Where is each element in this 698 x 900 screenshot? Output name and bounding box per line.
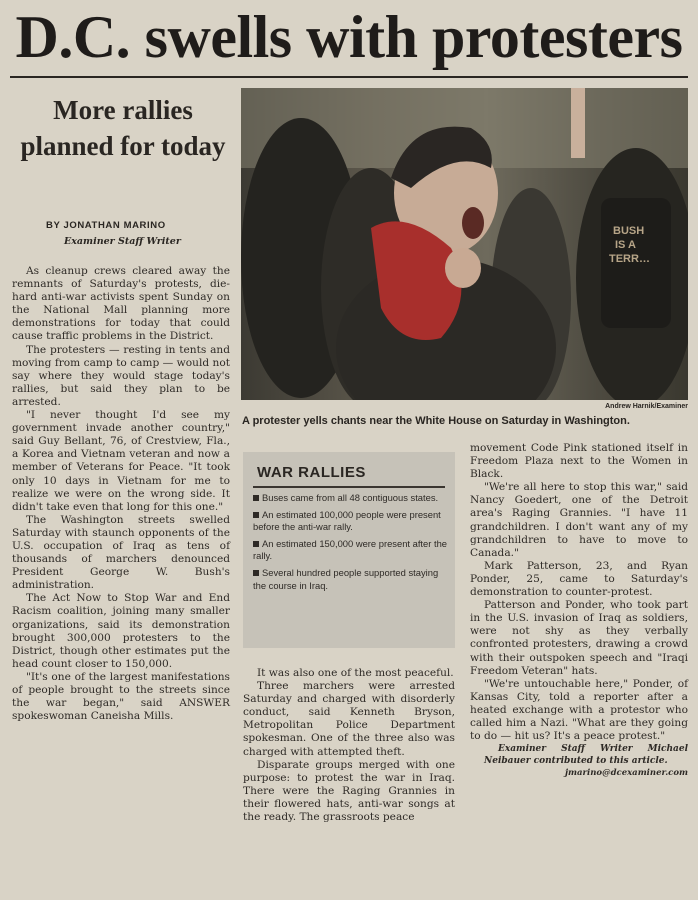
news-photo xyxy=(241,88,688,400)
article-column-3 xyxy=(470,442,688,779)
sidebar-title: WAR RALLIES xyxy=(257,464,366,481)
list-item: An estimated 100,000 people were present before the anti-war rally. xyxy=(253,508,441,533)
photo-credit: Andrew Harnik/Examiner xyxy=(605,403,688,410)
square-bullet-icon xyxy=(253,541,259,547)
paragraph: "It's one of the largest manifestations of people brought to the streets since the war began," said ANSWER spokeswoman Caneisha Mills. xyxy=(12,670,230,723)
paragraph: As cleanup crews cleared away the remnants of Saturday's protests, die-hard anti-war activists spent Sunday on the National Mall planning more demonstrations for today that could cause traffic problems in the District. xyxy=(12,265,230,343)
headline: D.C. swells with protesters xyxy=(15,4,683,70)
article-column-2 xyxy=(243,667,455,824)
paragraph: Three marchers were arrested Saturday and charged with disorderly conduct, said Kenneth Bryson, Metropolitan Police Department spokesman. One of the three also was charged with attempted theft. xyxy=(243,680,455,758)
square-bullet-icon xyxy=(253,512,259,518)
paragraph: The Washington streets swelled Saturday with staunch opponents of the U.S. occupation of Iraq as tens of thousands of marchers denounced President George W. Bush's administration. xyxy=(12,513,230,592)
author-email: jmarino@dcexaminer.com xyxy=(564,768,688,779)
photo-caption: A protester yells chants near the White House on Saturday in Washington. xyxy=(242,415,630,427)
protester-photo-illustration xyxy=(241,88,688,400)
contributor-note: Examiner Staff Writer Michael Neibauer contributed to this article. xyxy=(484,744,688,767)
sidebar-rule xyxy=(253,486,445,488)
square-bullet-icon xyxy=(253,495,259,501)
paragraph: "We're untouchable here," Ponder, of Kansas City, told a reporter after a heated exchange with a protestor who called him a Nazi. "What are they going to do — hit us? It's a peace protest." xyxy=(470,677,688,743)
article-column-1 xyxy=(12,265,230,723)
paragraph: It was also one of the most peaceful. xyxy=(257,667,454,679)
headline-rule xyxy=(10,76,688,78)
list-item: Several hundred people supported staying the course in Iraq. xyxy=(253,566,439,591)
paragraph: movement Code Pink stationed itself in Freedom Plaza next to the Women in Black. xyxy=(470,442,688,481)
paragraph: "I never thought I'd see my government invade another country," said Guy Bellant, 76, of Crestview, Fla., a Korea and Vietnam veteran and now a member of Veterans for Peace. "It took only 10 days in Vietnam for me to realize we were on the wrong side. It didn't take even that long for this one." xyxy=(12,409,230,513)
paragraph: The Act Now to Stop War and End Racism coalition, joining many smaller organizations, said its demonstration brought 300,000 protesters to the District, though other estimates put the head count closer to 150,000. xyxy=(12,592,230,670)
paragraph: "We're all here to stop this war," said Nancy Goedert, one of the Detroit area's Raging Grannies. "I have 11 grandchildren. I don't want any of my grandchildren to have to move to Canada." xyxy=(470,481,688,559)
shirt-text: BUSH IS A TERR… xyxy=(609,225,650,265)
byline: BY JONATHAN MARINO xyxy=(46,220,166,231)
paragraph: The protesters — resting in tents and moving from camp to camp — would not say where they would stage today's rallies, but said they plan to be arrested. xyxy=(12,343,230,408)
list-item: Buses came from all 48 contiguous states. xyxy=(253,492,447,505)
paragraph: Mark Patterson, 23, and Ryan Ponder, 25, came to Saturday's demonstration to counter-protest. xyxy=(470,559,688,599)
square-bullet-icon xyxy=(253,570,259,576)
deck-subheadline: More rallies planned for today xyxy=(20,95,226,161)
sidebar-list xyxy=(253,492,447,596)
list-item: An estimated 150,000 were present after the rally. xyxy=(253,537,448,562)
paragraph: Patterson and Ponder, who took part in the U.S. invasion of Iraq as soldiers, were not shy as they verbally confronted protesters, drawing a crowd with their outspoken speech and "Iraqi Freedom Veteran" hats. xyxy=(470,599,688,677)
war-rallies-sidebar xyxy=(243,452,455,648)
paragraph: Disparate groups merged with one purpose: to protest the war in Iraq. There were the Raging Grannies in their flowered hats, anti-war songs at the ready. The grassroots peace xyxy=(243,758,455,824)
byline-role: Examiner Staff Writer xyxy=(64,236,181,247)
